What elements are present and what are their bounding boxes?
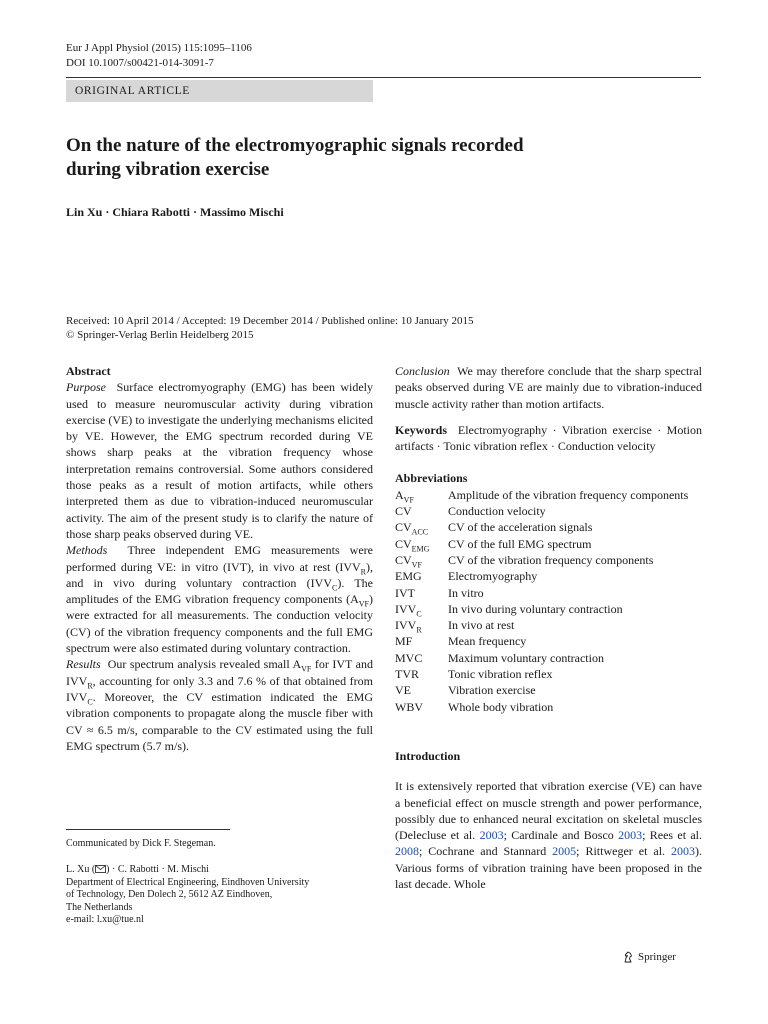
abbreviation-row <box>395 519 702 535</box>
chess-knight-icon <box>622 951 634 963</box>
keywords-text: Electromyography · Vibration exercise · Motion artifacts · Tonic vibration reflex · Conduction velocity <box>395 422 702 454</box>
publisher-logo <box>622 951 676 963</box>
citation-link[interactable]: 2003 <box>671 844 695 859</box>
abbreviation-code: EMG <box>395 569 422 584</box>
publication-dates <box>66 315 474 342</box>
abbreviation-definition: CV of the full EMG spectrum <box>448 536 592 551</box>
abbreviation-code: MF <box>395 634 413 649</box>
introduction-heading: Introduction <box>395 748 461 763</box>
abbreviation-code: WBV <box>395 699 423 714</box>
abbreviation-row <box>395 650 702 666</box>
abbreviation-definition: In vivo during voluntary contraction <box>448 601 623 616</box>
abbreviation-definition: Conduction velocity <box>448 504 546 519</box>
abbreviation-definition: CV of the acceleration signals <box>448 520 593 535</box>
abbreviation-code: MVC <box>395 650 423 665</box>
right-column <box>395 363 702 892</box>
title-line-2: during vibration exercise <box>66 159 270 180</box>
purpose-text: Surface electromyography (EMG) has been widely used to measure neuromuscular activity during vibration exercise (VE) to investigate the underlying mechanisms elicited by VE. However, the EMG spectrum recorded during VE shows sharp peaks at the vibration frequency whose interpretation remains controversial. Some authors considered those peaks as a result of motion artifacts, while others interpreted them as due to vibration-induced neuromuscular activity. The aim of the present study is to clarify the nature of those sharp peaks observed during VE. <box>66 380 373 541</box>
methods-label: Methods <box>66 543 108 558</box>
abbreviation-row <box>395 552 702 568</box>
abbreviation-code: $IVV_C$ <box>395 601 422 619</box>
keywords-label: Keywords <box>395 422 447 437</box>
abstract-methods: Methods Three independent EMG measurements were performed during VE: in vitro (IVT), in vivo at rest $(IVV_R)$, and in vivo during voluntary contraction $(IVV_C)$. The amplitudes of the EMG vibration frequency components $(A_{VF})$ were extracted for all measurements. The conduction velocity (CV) of the vibration frequency components and the full EMG spectrum were also estimated during voluntary contraction. <box>66 543 373 656</box>
purpose-label: Purpose <box>66 380 106 395</box>
citation-link[interactable]: 2005 <box>552 844 577 859</box>
abbreviation-row <box>395 666 702 682</box>
abbreviation-code: $CV_{EMG}$ <box>395 536 430 554</box>
communicated-by: Communicated by Dick F. Stegeman. <box>66 838 216 849</box>
abbreviation-code: IVT <box>395 585 415 600</box>
corresponding-authors: L. Xu ( ) · C. Rabotti · M. Mischi <box>66 864 209 875</box>
abstract-conclusion <box>395 363 702 412</box>
footnote-divider <box>66 829 230 830</box>
abbreviation-row <box>395 699 702 715</box>
abbreviation-code: $IVV_R$ <box>395 618 422 635</box>
abbreviation-code: $CV_{ACC}$ <box>395 520 429 537</box>
abbreviations-list <box>395 487 702 715</box>
abbreviation-code: $A_{VF}$ <box>395 487 414 505</box>
abbreviations-heading: Abbreviations <box>395 471 468 486</box>
abbreviation-definition: Maximum voluntary contraction <box>448 650 604 665</box>
abbreviation-definition: In vivo at rest <box>448 618 515 633</box>
citation-link[interactable]: 2003 <box>479 828 504 843</box>
abstract-purpose <box>66 379 373 542</box>
abbreviation-code: TVR <box>395 667 419 682</box>
abbreviation-row <box>395 617 702 633</box>
abbreviation-code: CV <box>395 504 412 519</box>
abbreviation-definition: Electromyography <box>448 569 538 584</box>
affiliation-line: Department of Electrical Engineering, Eindhoven University <box>66 876 310 888</box>
abbreviation-row <box>395 536 702 552</box>
dates-line: Received: 10 April 2014 / Accepted: 19 December 2014 / Published online: 10 January 2015 <box>66 315 474 327</box>
affiliation-line: The Netherlands <box>66 901 133 913</box>
results-label: Results <box>66 657 101 672</box>
abbreviation-row <box>395 568 702 584</box>
abbreviation-row <box>395 487 702 503</box>
doi: DOI 10.1007/s00421-014-3091-7 <box>66 57 214 69</box>
citation-link[interactable]: 2003 <box>618 828 643 843</box>
abstract-column <box>66 363 373 754</box>
abbreviation-definition: Tonic vibration reflex <box>448 667 553 682</box>
publisher-name: Springer <box>638 951 676 963</box>
article-title <box>66 134 666 182</box>
journal-header <box>66 41 252 71</box>
abbreviation-code: VE <box>395 683 411 698</box>
affiliation-line: of Technology, Den Dolech 2, 5612 AZ Eindhoven, <box>66 889 273 900</box>
abstract-heading: Abstract <box>66 364 111 378</box>
abbreviation-definition: Whole body vibration <box>448 699 554 714</box>
keywords <box>395 422 702 455</box>
conclusion-text: We may therefore conclude that the sharp spectral peaks observed during VE are mainly due to vibration-induced muscle activity rather than motion artifacts. <box>395 364 702 411</box>
abbreviation-definition: In vitro <box>448 585 484 600</box>
abstract-results: Results Our spectrum analysis revealed small $A_{VF}$ for IVT and $IVV_R$, accounting for only 3.3 and 7.6 % of that obtained from $IVV_C$. Moreover, the CV estimation indicated the EMG vibration components to propagate along the muscle fiber with CV ≈ 6.5 m/s, comparable to the CV estimated using the full EMG spectrum (5.7 m/s). <box>66 657 373 753</box>
abbreviation-row <box>395 585 702 601</box>
abbreviation-definition: Mean frequency <box>448 634 527 649</box>
abbreviation-code: $CV_{VF}$ <box>395 552 422 570</box>
introduction-paragraph: It is extensively reported that vibration exercise (VE) can have a beneficial effect on muscle strength and power performance, possibly due to enhanced neural excitation on skeletal muscles (Delecluse et al. 2003; Cardinale and Bosco 2003; Rees et al. 2008; Cochrane and Stannard 2005; Rittweger et al. 2003). Various forms of vibration training have been proposed in the last decade. Whole <box>395 779 703 892</box>
abbreviation-row <box>395 682 702 698</box>
abbreviation-definition: CV of the vibration frequency components <box>448 552 654 567</box>
citation-link[interactable]: 2008 <box>395 844 419 859</box>
title-line-1: On the nature of the electromyographic signals recorded <box>66 135 524 156</box>
abbreviation-definition: Vibration exercise <box>448 683 536 698</box>
journal-citation: Eur J Appl Physiol (2015) 115:1095–1106 <box>66 42 252 54</box>
author-affiliation <box>66 864 373 927</box>
envelope-icon <box>95 865 106 873</box>
email-address[interactable]: e-mail: l.xu@tue.nl <box>66 914 144 925</box>
abbreviation-definition: Amplitude of the vibration frequency components <box>448 487 689 502</box>
conclusion-label: Conclusion <box>395 364 450 378</box>
article-type-label: ORIGINAL ARTICLE <box>66 80 373 102</box>
header-divider <box>66 77 701 78</box>
abbreviation-row <box>395 503 702 519</box>
author-list: Lin Xu · Chiara Rabotti · Massimo Mischi <box>66 205 284 219</box>
copyright-line: © Springer-Verlag Berlin Heidelberg 2015 <box>66 328 254 341</box>
abbreviation-row <box>395 601 702 617</box>
abbreviation-row <box>395 633 702 649</box>
